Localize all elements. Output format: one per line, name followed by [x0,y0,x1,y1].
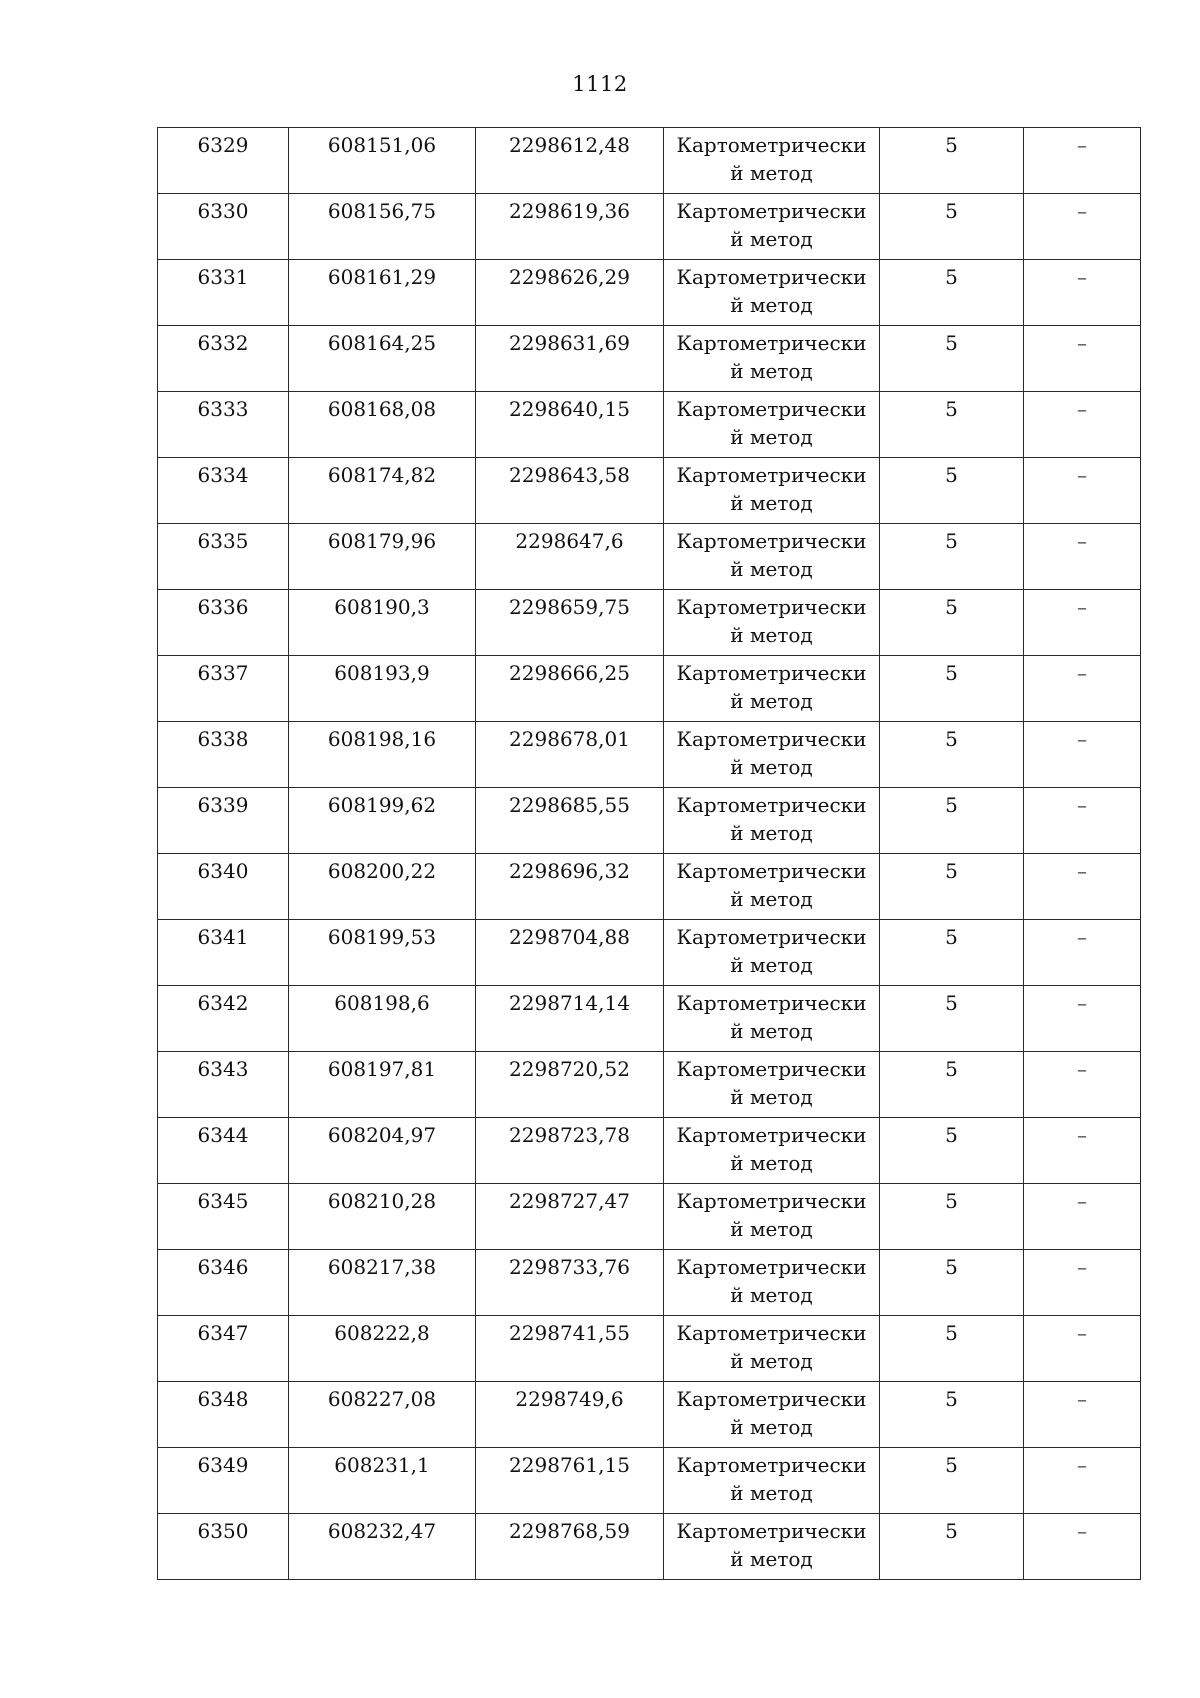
accuracy-cell: 5 [880,194,1024,260]
y-coordinate-cell: 2298666,25 [476,656,664,722]
table-row [158,194,1141,260]
table-row [158,1382,1141,1448]
method-cell: Картометрически й метод [664,1316,880,1382]
x-coordinate-cell: 608227,08 [289,1382,476,1448]
accuracy-cell: 5 [880,524,1024,590]
table-row [158,392,1141,458]
x-coordinate-cell: 608190,3 [289,590,476,656]
note-cell: – [1024,1316,1141,1382]
accuracy-cell: 5 [880,590,1024,656]
accuracy-cell: 5 [880,1316,1024,1382]
point-number-cell: 6345 [158,1184,289,1250]
accuracy-cell: 5 [880,1184,1024,1250]
accuracy-cell: 5 [880,920,1024,986]
note-cell: – [1024,1052,1141,1118]
note-cell: – [1024,392,1141,458]
point-number-cell: 6332 [158,326,289,392]
note-cell: – [1024,920,1141,986]
accuracy-cell: 5 [880,1514,1024,1580]
x-coordinate-cell: 608198,16 [289,722,476,788]
point-number-cell: 6330 [158,194,289,260]
y-coordinate-cell: 2298727,47 [476,1184,664,1250]
y-coordinate-cell: 2298720,52 [476,1052,664,1118]
method-cell: Картометрически й метод [664,722,880,788]
method-cell: Картометрически й метод [664,656,880,722]
table-row [158,128,1141,194]
coordinates-table [157,127,1141,1580]
accuracy-cell: 5 [880,1250,1024,1316]
accuracy-cell: 5 [880,128,1024,194]
y-coordinate-cell: 2298749,6 [476,1382,664,1448]
note-cell: – [1024,260,1141,326]
method-cell: Картометрически й метод [664,260,880,326]
table-row [158,656,1141,722]
point-number-cell: 6348 [158,1382,289,1448]
y-coordinate-cell: 2298640,15 [476,392,664,458]
y-coordinate-cell: 2298723,78 [476,1118,664,1184]
point-number-cell: 6349 [158,1448,289,1514]
y-coordinate-cell: 2298696,32 [476,854,664,920]
x-coordinate-cell: 608197,81 [289,1052,476,1118]
x-coordinate-cell: 608151,06 [289,128,476,194]
table-row [158,986,1141,1052]
y-coordinate-cell: 2298626,29 [476,260,664,326]
x-coordinate-cell: 608204,97 [289,1118,476,1184]
note-cell: – [1024,656,1141,722]
y-coordinate-cell: 2298761,15 [476,1448,664,1514]
x-coordinate-cell: 608179,96 [289,524,476,590]
point-number-cell: 6340 [158,854,289,920]
x-coordinate-cell: 608161,29 [289,260,476,326]
method-cell: Картометрически й метод [664,1118,880,1184]
accuracy-cell: 5 [880,722,1024,788]
table-row [158,1184,1141,1250]
note-cell: – [1024,128,1141,194]
note-cell: – [1024,458,1141,524]
method-cell: Картометрически й метод [664,392,880,458]
note-cell: – [1024,1118,1141,1184]
accuracy-cell: 5 [880,788,1024,854]
point-number-cell: 6334 [158,458,289,524]
x-coordinate-cell: 608164,25 [289,326,476,392]
y-coordinate-cell: 2298659,75 [476,590,664,656]
y-coordinate-cell: 2298685,55 [476,788,664,854]
point-number-cell: 6335 [158,524,289,590]
method-cell: Картометрически й метод [664,458,880,524]
method-cell: Картометрически й метод [664,1514,880,1580]
x-coordinate-cell: 608199,53 [289,920,476,986]
method-cell: Картометрически й метод [664,1382,880,1448]
y-coordinate-cell: 2298733,76 [476,1250,664,1316]
x-coordinate-cell: 608200,22 [289,854,476,920]
x-coordinate-cell: 608168,08 [289,392,476,458]
table-row [158,1448,1141,1514]
x-coordinate-cell: 608231,1 [289,1448,476,1514]
x-coordinate-cell: 608156,75 [289,194,476,260]
table-row [158,590,1141,656]
x-coordinate-cell: 608199,62 [289,788,476,854]
accuracy-cell: 5 [880,326,1024,392]
x-coordinate-cell: 608222,8 [289,1316,476,1382]
method-cell: Картометрически й метод [664,590,880,656]
point-number-cell: 6346 [158,1250,289,1316]
point-number-cell: 6329 [158,128,289,194]
note-cell: – [1024,194,1141,260]
y-coordinate-cell: 2298678,01 [476,722,664,788]
method-cell: Картометрически й метод [664,1448,880,1514]
table-row [158,326,1141,392]
accuracy-cell: 5 [880,1118,1024,1184]
point-number-cell: 6347 [158,1316,289,1382]
point-number-cell: 6337 [158,656,289,722]
table-row [158,1316,1141,1382]
note-cell: – [1024,326,1141,392]
point-number-cell: 6333 [158,392,289,458]
y-coordinate-cell: 2298612,48 [476,128,664,194]
table-row [158,524,1141,590]
note-cell: – [1024,788,1141,854]
x-coordinate-cell: 608198,6 [289,986,476,1052]
note-cell: – [1024,524,1141,590]
page-number: 1112 [572,72,628,96]
accuracy-cell: 5 [880,1052,1024,1118]
table-row [158,1514,1141,1580]
method-cell: Картометрически й метод [664,524,880,590]
note-cell: – [1024,854,1141,920]
method-cell: Картометрически й метод [664,788,880,854]
y-coordinate-cell: 2298619,36 [476,194,664,260]
method-cell: Картометрически й метод [664,920,880,986]
table-row [158,260,1141,326]
y-coordinate-cell: 2298631,69 [476,326,664,392]
accuracy-cell: 5 [880,656,1024,722]
table-row [158,722,1141,788]
note-cell: – [1024,590,1141,656]
note-cell: – [1024,1448,1141,1514]
note-cell: – [1024,722,1141,788]
table-row [158,1052,1141,1118]
table-body [158,128,1141,1580]
y-coordinate-cell: 2298768,59 [476,1514,664,1580]
point-number-cell: 6343 [158,1052,289,1118]
y-coordinate-cell: 2298704,88 [476,920,664,986]
x-coordinate-cell: 608174,82 [289,458,476,524]
point-number-cell: 6350 [158,1514,289,1580]
method-cell: Картометрически й метод [664,1184,880,1250]
point-number-cell: 6339 [158,788,289,854]
table-row [158,920,1141,986]
note-cell: – [1024,1514,1141,1580]
point-number-cell: 6331 [158,260,289,326]
method-cell: Картометрически й метод [664,194,880,260]
y-coordinate-cell: 2298643,58 [476,458,664,524]
table-row [158,458,1141,524]
y-coordinate-cell: 2298714,14 [476,986,664,1052]
method-cell: Картометрически й метод [664,854,880,920]
method-cell: Картометрически й метод [664,128,880,194]
point-number-cell: 6336 [158,590,289,656]
y-coordinate-cell: 2298647,6 [476,524,664,590]
accuracy-cell: 5 [880,392,1024,458]
x-coordinate-cell: 608217,38 [289,1250,476,1316]
table-row [158,1118,1141,1184]
point-number-cell: 6342 [158,986,289,1052]
x-coordinate-cell: 608210,28 [289,1184,476,1250]
x-coordinate-cell: 608193,9 [289,656,476,722]
note-cell: – [1024,986,1141,1052]
method-cell: Картометрически й метод [664,986,880,1052]
table-row [158,854,1141,920]
accuracy-cell: 5 [880,1448,1024,1514]
accuracy-cell: 5 [880,986,1024,1052]
accuracy-cell: 5 [880,458,1024,524]
accuracy-cell: 5 [880,260,1024,326]
point-number-cell: 6344 [158,1118,289,1184]
y-coordinate-cell: 2298741,55 [476,1316,664,1382]
accuracy-cell: 5 [880,854,1024,920]
point-number-cell: 6341 [158,920,289,986]
method-cell: Картометрически й метод [664,1250,880,1316]
note-cell: – [1024,1184,1141,1250]
note-cell: – [1024,1250,1141,1316]
table-row [158,1250,1141,1316]
point-number-cell: 6338 [158,722,289,788]
method-cell: Картометрически й метод [664,1052,880,1118]
note-cell: – [1024,1382,1141,1448]
table-row [158,788,1141,854]
accuracy-cell: 5 [880,1382,1024,1448]
method-cell: Картометрически й метод [664,326,880,392]
x-coordinate-cell: 608232,47 [289,1514,476,1580]
